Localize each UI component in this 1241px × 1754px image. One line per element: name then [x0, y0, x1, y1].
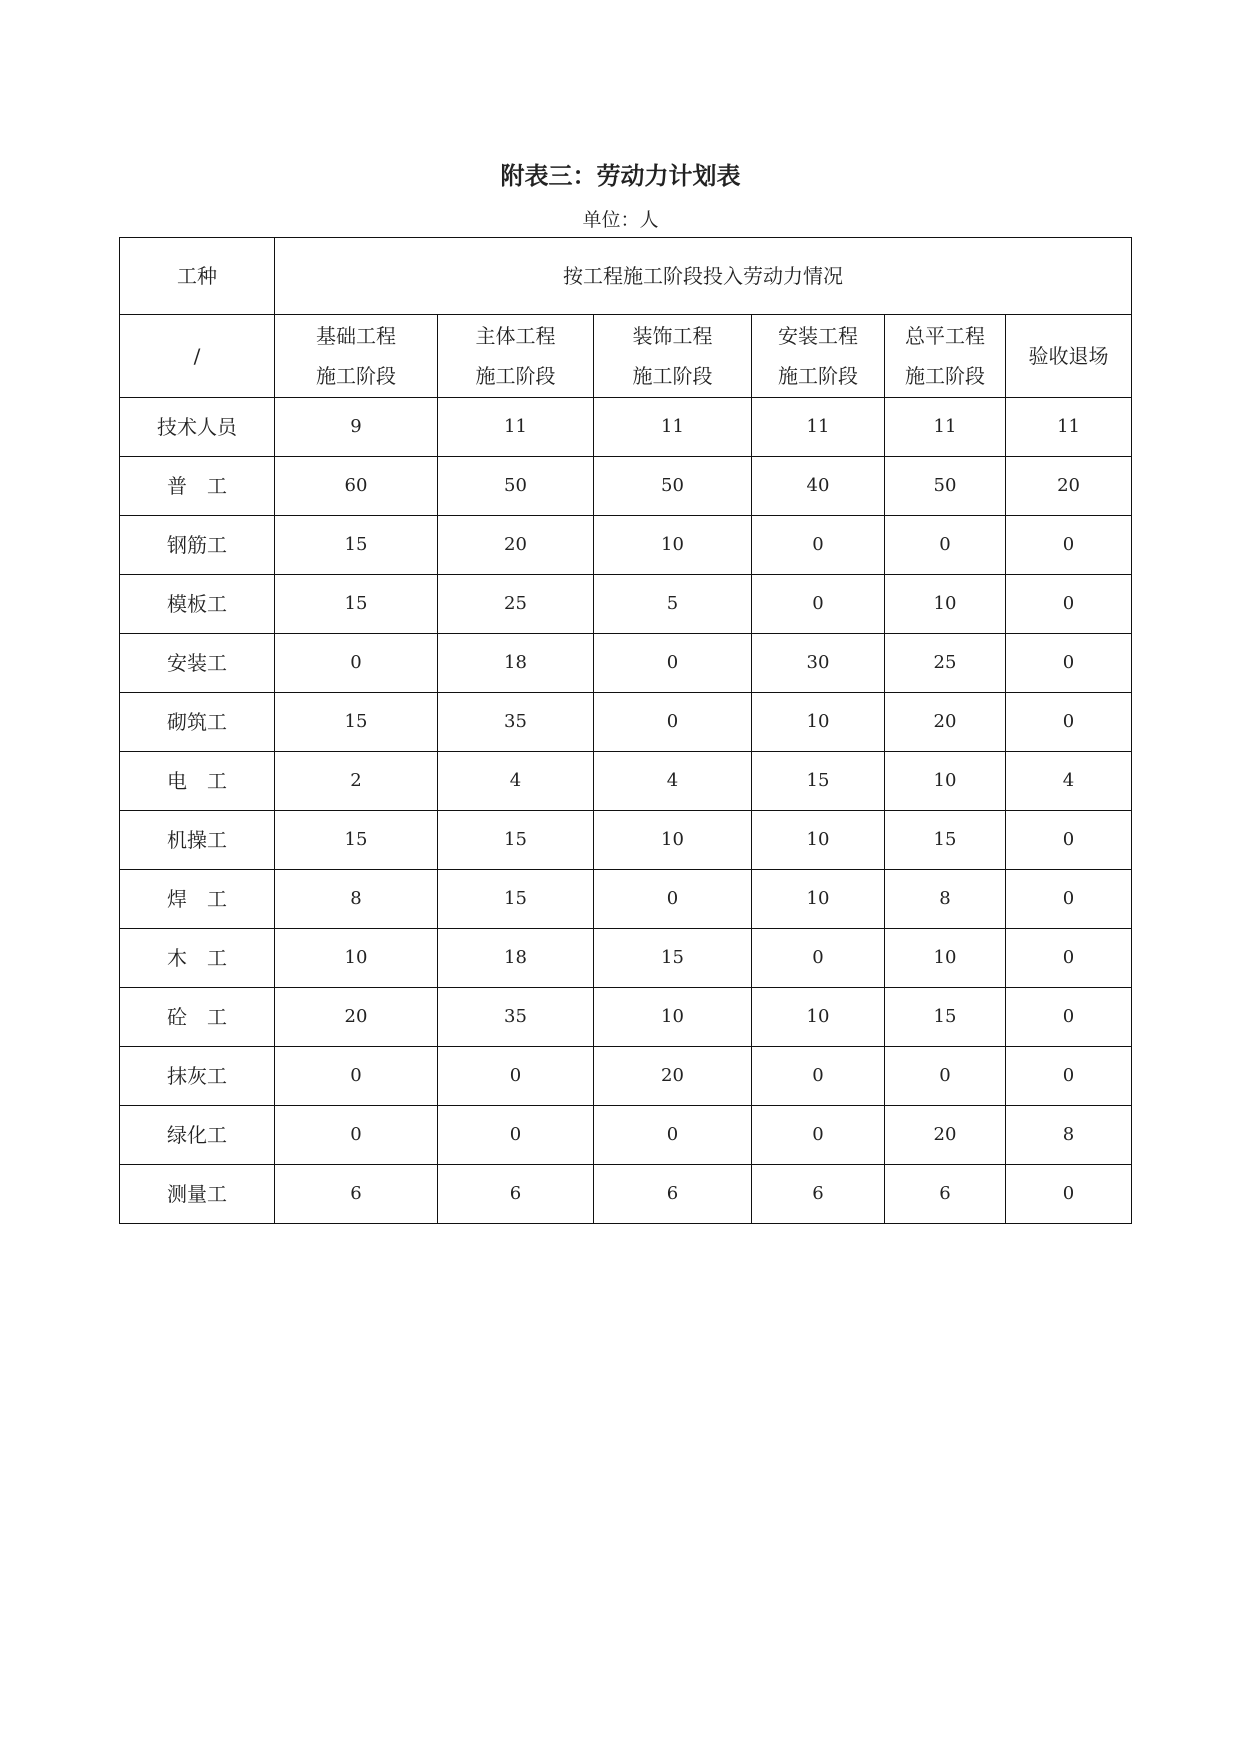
table-row — [120, 693, 1132, 752]
value-cell: 6 — [885, 1165, 1006, 1224]
value-cell: 0 — [752, 516, 885, 575]
value-cell: 15 — [594, 929, 752, 988]
value-cell: 11 — [594, 398, 752, 457]
value-cell: 15 — [885, 811, 1006, 870]
value-cell: 6 — [594, 1165, 752, 1224]
value-cell: 0 — [1006, 811, 1132, 870]
trade-cell: 砼 工 — [120, 988, 275, 1047]
trade-cell: 抹灰工 — [120, 1047, 275, 1106]
value-cell: 0 — [1006, 516, 1132, 575]
stage-header-line2: 施工阶段 — [905, 364, 985, 388]
value-cell: 18 — [438, 929, 594, 988]
value-cell: 20 — [885, 693, 1006, 752]
trade-cell: 模板工 — [120, 575, 275, 634]
value-cell: 50 — [438, 457, 594, 516]
value-cell: 8 — [885, 870, 1006, 929]
value-cell: 20 — [885, 1106, 1006, 1165]
labor-plan-table — [119, 237, 1132, 1224]
stage-header-line1: 基础工程 — [316, 324, 396, 348]
value-cell: 2 — [275, 752, 438, 811]
stage-header-decoration — [594, 315, 752, 398]
trade-cell: 绿化工 — [120, 1106, 275, 1165]
value-cell: 10 — [275, 929, 438, 988]
value-cell: 0 — [885, 1047, 1006, 1106]
value-cell: 15 — [275, 516, 438, 575]
table-row — [120, 575, 1132, 634]
stage-header-line1: 总平工程 — [905, 324, 985, 348]
table-row — [120, 457, 1132, 516]
stage-header-installation — [752, 315, 885, 398]
value-cell: 10 — [752, 988, 885, 1047]
value-cell: 15 — [752, 752, 885, 811]
stage-header-foundation — [275, 315, 438, 398]
value-cell: 15 — [275, 693, 438, 752]
value-cell: 0 — [885, 516, 1006, 575]
stage-header-main-structure — [438, 315, 594, 398]
value-cell: 35 — [438, 988, 594, 1047]
value-cell: 0 — [1006, 634, 1132, 693]
stage-header-site-general — [885, 315, 1006, 398]
table-row — [120, 1047, 1132, 1106]
value-cell: 25 — [438, 575, 594, 634]
value-cell: 11 — [1006, 398, 1132, 457]
table-row — [120, 516, 1132, 575]
value-cell: 0 — [594, 634, 752, 693]
trade-cell: 砌筑工 — [120, 693, 275, 752]
value-cell: 6 — [752, 1165, 885, 1224]
stage-group-header: 按工程施工阶段投入劳动力情况 — [275, 238, 1132, 315]
value-cell: 0 — [752, 929, 885, 988]
trade-cell: 技术人员 — [120, 398, 275, 457]
value-cell: 10 — [885, 929, 1006, 988]
value-cell: 10 — [594, 811, 752, 870]
header-row-2 — [120, 315, 1132, 398]
value-cell: 0 — [1006, 1165, 1132, 1224]
trade-cell: 测量工 — [120, 1165, 275, 1224]
value-cell: 8 — [275, 870, 438, 929]
value-cell: 50 — [885, 457, 1006, 516]
value-cell: 20 — [438, 516, 594, 575]
value-cell: 10 — [885, 575, 1006, 634]
value-cell: 0 — [438, 1047, 594, 1106]
value-cell: 0 — [275, 1106, 438, 1165]
value-cell: 0 — [1006, 988, 1132, 1047]
value-cell: 25 — [885, 634, 1006, 693]
trade-cell: 机操工 — [120, 811, 275, 870]
value-cell: 10 — [885, 752, 1006, 811]
value-cell: 6 — [275, 1165, 438, 1224]
table-row — [120, 811, 1132, 870]
table-row — [120, 398, 1132, 457]
stage-header-acceptance: 验收退场 — [1006, 315, 1132, 398]
stage-header-line2: 施工阶段 — [632, 364, 713, 388]
trade-cell: 木 工 — [120, 929, 275, 988]
value-cell: 0 — [594, 693, 752, 752]
stage-header-line1: 安装工程 — [778, 324, 858, 348]
value-cell: 0 — [438, 1106, 594, 1165]
value-cell: 4 — [1006, 752, 1132, 811]
value-cell: 0 — [275, 634, 438, 693]
value-cell: 11 — [885, 398, 1006, 457]
value-cell: 30 — [752, 634, 885, 693]
value-cell: 9 — [275, 398, 438, 457]
slash-cell: / — [120, 315, 275, 398]
table-row — [120, 929, 1132, 988]
value-cell: 15 — [438, 870, 594, 929]
stage-header-line1: 主体工程 — [475, 324, 556, 348]
value-cell: 6 — [438, 1165, 594, 1224]
value-cell: 20 — [594, 1047, 752, 1106]
value-cell: 8 — [1006, 1106, 1132, 1165]
table-row — [120, 870, 1132, 929]
value-cell: 0 — [1006, 870, 1132, 929]
document-title: 附表三：劳动力计划表 — [500, 162, 741, 190]
trade-cell: 电 工 — [120, 752, 275, 811]
value-cell: 10 — [752, 811, 885, 870]
value-cell: 0 — [1006, 693, 1132, 752]
unit-label: 单位：人 — [582, 209, 659, 231]
header-row-1 — [120, 238, 1132, 315]
value-cell: 4 — [594, 752, 752, 811]
value-cell: 60 — [275, 457, 438, 516]
trade-cell: 普 工 — [120, 457, 275, 516]
value-cell: 18 — [438, 634, 594, 693]
trade-cell: 钢筋工 — [120, 516, 275, 575]
table-row — [120, 1165, 1132, 1224]
value-cell: 15 — [275, 811, 438, 870]
value-cell: 20 — [275, 988, 438, 1047]
value-cell: 15 — [275, 575, 438, 634]
value-cell: 10 — [594, 988, 752, 1047]
table-row — [120, 752, 1132, 811]
value-cell: 15 — [438, 811, 594, 870]
value-cell: 0 — [275, 1047, 438, 1106]
value-cell: 20 — [1006, 457, 1132, 516]
value-cell: 4 — [438, 752, 594, 811]
trade-header: 工种 — [120, 238, 275, 315]
value-cell: 0 — [1006, 575, 1132, 634]
value-cell: 50 — [594, 457, 752, 516]
table-row — [120, 634, 1132, 693]
value-cell: 0 — [752, 1047, 885, 1106]
table-row — [120, 988, 1132, 1047]
value-cell: 35 — [438, 693, 594, 752]
table-row — [120, 1106, 1132, 1165]
value-cell: 0 — [1006, 1047, 1132, 1106]
stage-header-line1: 装饰工程 — [632, 324, 713, 348]
value-cell: 0 — [594, 870, 752, 929]
value-cell: 10 — [752, 870, 885, 929]
value-cell: 10 — [752, 693, 885, 752]
stage-header-line2: 施工阶段 — [475, 364, 556, 388]
value-cell: 0 — [1006, 929, 1132, 988]
stage-header-line2: 施工阶段 — [316, 364, 396, 388]
trade-cell: 焊 工 — [120, 870, 275, 929]
value-cell: 15 — [885, 988, 1006, 1047]
stage-header-line2: 施工阶段 — [778, 364, 858, 388]
value-cell: 10 — [594, 516, 752, 575]
value-cell: 0 — [752, 1106, 885, 1165]
value-cell: 0 — [752, 575, 885, 634]
trade-cell: 安装工 — [120, 634, 275, 693]
value-cell: 0 — [594, 1106, 752, 1165]
value-cell: 5 — [594, 575, 752, 634]
value-cell: 40 — [752, 457, 885, 516]
value-cell: 11 — [752, 398, 885, 457]
value-cell: 11 — [438, 398, 594, 457]
